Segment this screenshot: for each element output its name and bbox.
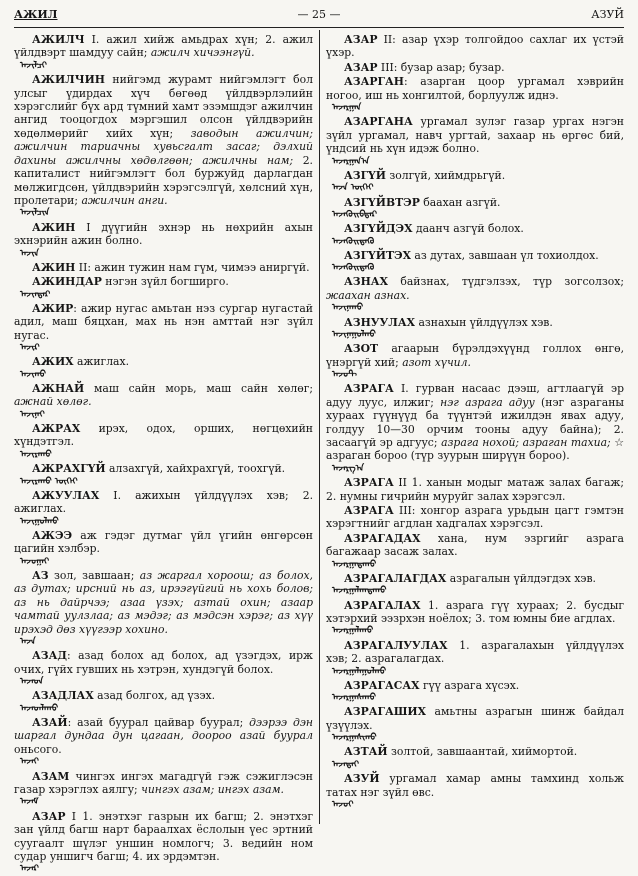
headword: АЗНАХ <box>344 275 388 289</box>
example-text: дээрээ дэн шаргал дундаа дун цагаан, доороо азай буурал <box>14 716 313 743</box>
headword: АЗАДЛАХ <box>32 689 94 703</box>
right-column <box>326 33 624 833</box>
definition-text: байзнах, түдгэлзэх, түр зогсолзох; <box>387 275 624 289</box>
definition-text: 2. капиталист нийгэмлэгт бол буржуйд дарлагдан мөлжигдсөн, үйлдвэрийн хэрэгсэлгүй, хөлсний хүн, пролетари; <box>14 153 313 208</box>
definition-text: : азай буурал цайвар буурал; <box>67 716 250 730</box>
mongolian-script-gloss: ᠠᠵᠠᠷᠭᠠᠯᠠᠭᠤᠯᠬᠤ <box>332 666 387 677</box>
headword: АЖНАЙ <box>32 381 85 395</box>
definition-text: I дүүгийн эхнэр нь нөхрийн ахын эхнэрийн ажин болно. <box>14 220 313 248</box>
definition-text: ирэх, одох, орших, нөгцөхийн хүндэтгэл. <box>14 422 313 449</box>
definition-text: нийгэмд журамт нийгэмлэгт бол улсыг үдирдах хүч бөгөөд үйлдвэрлэлийн хэрэгслийг бүх ард түмний хамт эзэмшдэг ажилчин ангид тооцогдох мэргэшил олсон үйлдвэрийн хөдөлмөрийг хийх хүн; <box>14 73 313 140</box>
dictionary-entry <box>14 261 313 274</box>
headword: АЗРАГАЛАХ <box>344 598 421 612</box>
definition-text: золтой, завшаантай, хиймортой. <box>387 745 578 759</box>
definition-text: алзахгүй, хайхрахгүй, тоохгүй. <box>105 462 286 476</box>
header-left-guideword: АЖИЛ <box>14 8 58 21</box>
dictionary-entry <box>326 61 624 74</box>
definition-text: ажиглах. <box>73 355 130 369</box>
headword: АЗТАЙ <box>344 745 388 759</box>
dictionary-entry <box>326 316 624 329</box>
headword: АЗГҮЙДЭХ <box>344 222 413 236</box>
definition-text: I. ажихын үйлдүүлэх хэв; 2. ажиглах. <box>14 488 313 516</box>
example-text: ажилчин анги. <box>81 194 168 208</box>
definition-text: (нэг азраганы хураах гүүнүүд ба түүнтэй ижилдэн явах адуу, голдуу 10—30 орчим тооны адуу байна); 2. засаагүй эр адгуус; <box>326 395 624 450</box>
dictionary-entry <box>14 462 313 475</box>
dictionary-entry <box>326 115 624 155</box>
mongolian-script-gloss: ᠠᠵᠠ <box>20 637 36 648</box>
dictionary-entry <box>14 221 313 248</box>
example-text: ажилч хичээнгүй. <box>150 46 255 60</box>
mongolian-script-gloss: ᠠᠵᠢᠷᠠᠬᠤ ᠦᠭᠡᠢ <box>20 476 78 487</box>
left-column <box>14 33 313 875</box>
headword: АЗАЙ <box>32 716 68 730</box>
headword: АЗГҮЙ <box>344 168 386 182</box>
definition-text: ургамал хамар амны тамхинд хольж татах нэг зүйл өвс. <box>326 772 624 799</box>
dictionary-entry <box>326 599 624 626</box>
headword: АЗАД <box>32 649 67 663</box>
headword: АЗРАГА <box>344 476 394 490</box>
mongolian-script-gloss: ᠠᠵᠢᠨᠠᠬᠤ <box>332 303 364 314</box>
headword: АЖИХ <box>32 355 74 369</box>
headword: АЗРАГАЛАГДАХ <box>344 571 447 585</box>
headword: АЗРАГАЛУУЛАХ <box>344 638 448 652</box>
definition-text: агаарын бүрэлдэхүүнд голлох өнгө, үнэргүй хий; <box>326 342 624 369</box>
definition-text: I 1. энэтхэг газрын их багш; 2. энэтхэг зан үйлд багш нарт бараалхах ёслолын үес эртний суугаалт шүлэг уншин номлогч; 3. ведийн ном судар уншигч багш; 4. их эрдэмтэн. <box>14 809 313 863</box>
definition-text: III: хонгор азрага урьдын цагт гэмтэн хэрэгтнийг агдлан хадгалах хэрэгсэл. <box>326 503 624 531</box>
mongolian-script-gloss: ᠠᠵᠠᠳ <box>20 677 44 688</box>
headword: АЖИЛЧ <box>32 33 85 46</box>
example-text: нэг азрага адуу <box>440 395 535 409</box>
headword: АЖИН <box>32 260 76 274</box>
example-text: азот хүчил. <box>402 355 471 369</box>
mongolian-script-gloss: ᠠᠵᠠᠷᠭᠠᠳᠠᠬᠤ <box>332 559 377 570</box>
header-right-guideword: АЗУЙ <box>591 8 624 21</box>
mongolian-script-gloss: ᠠᠵᠠᠷᠭᠠᠰᠢᠬᠤ <box>332 733 377 744</box>
dictionary-entry <box>326 222 624 235</box>
headword: АЗРАГАШИХ <box>344 705 427 719</box>
headword: АЗРАГА <box>344 382 394 396</box>
mongolian-script-gloss: ᠠᠵᠢᠭᠤᠯᠬᠤ <box>20 516 59 527</box>
dictionary-entry <box>14 73 313 207</box>
mongolian-script-gloss: ᠠᠵᠠᠳᠯᠠᠬᠤ <box>20 703 59 714</box>
dictionary-entry <box>326 249 624 262</box>
dictionary-entry <box>326 532 624 559</box>
definition-text: ургамал зулэг газар ургах нэгэн зүйл ургамал, навч ургтай, захаар нь өргөс бий, үндсий нь хүн идэж болно. <box>326 115 624 156</box>
mongolian-script-gloss: ᠠᠵᠢᠨᠠᠢ <box>20 409 45 420</box>
definition-text: 1. азрагалахын үйлдүүлэх хэв; 2. азрагалагдах. <box>326 638 624 666</box>
dictionary-entry <box>14 529 313 556</box>
definition-text: аз дутах, завшаан үл тохиолдох. <box>410 248 599 262</box>
example-text: азрага нохой; азраган тахиа; <box>441 436 611 450</box>
mongolian-script-gloss: ᠠᠵᠤᠭᠠᠢ <box>20 556 50 567</box>
definition-text: II 1. ханын модыг матаж залах багаж; 2. нумны гичрийн муруйг залах хэрэгсэл. <box>326 476 624 503</box>
headword: АЖИР <box>32 301 74 315</box>
mongolian-script-gloss: ᠠᠵᠢᠨᠳᠠᠷ <box>20 289 51 300</box>
definition-text: II: азар үхэр толгойдоо сахлаг их үстэй үхэр. <box>326 33 624 60</box>
mongolian-script-gloss: ᠠᠵᠠᠭᠦᠢᠲᠡᠬᠦ <box>332 263 375 274</box>
headword: АЗНУУЛАХ <box>344 315 416 329</box>
dictionary-entry <box>326 33 624 60</box>
headword: АЗОТ <box>344 342 379 356</box>
example-text: чингэх азам; ингэх азам. <box>141 782 284 796</box>
dictionary-entry <box>326 342 624 369</box>
headword: АЗАРГАН <box>344 75 404 89</box>
definition-text: маш сайн морь, маш сайн хөлөг; <box>84 381 313 395</box>
headword: АЗРАГА <box>344 503 394 517</box>
headword: АЗАР <box>344 33 378 46</box>
mongolian-script-gloss: ᠠᠵᠢᠷ <box>20 343 40 354</box>
mongolian-script-gloss: ᠠᠵᠠᠢ <box>20 757 39 768</box>
dictionary-entry <box>326 382 624 463</box>
dictionary-entry <box>326 275 624 302</box>
mongolian-script-gloss: ᠠᠵᠠᠮ <box>20 797 39 808</box>
dictionary-entry <box>326 504 624 531</box>
dictionary-entry <box>14 275 313 288</box>
dictionary-entry <box>14 770 313 797</box>
headword: АЗ <box>32 568 49 582</box>
dictionary-entry <box>326 75 624 102</box>
headword: АЖИНДАР <box>32 275 102 289</box>
dictionary-entry <box>326 705 624 732</box>
definition-text: III: бузар азар; бузар. <box>377 60 505 74</box>
mongolian-script-gloss: ᠠᠵᠠᠷᠭᠠᠯᠠᠬᠤ <box>332 626 374 637</box>
dictionary-entry <box>14 716 313 756</box>
definition-text: баахан азгүй. <box>419 195 501 209</box>
mongolian-script-gloss: ᠠᠵᠢᠨ <box>20 248 39 259</box>
definition-text: I. гурван насаас дээш, агтлаагүй эр адуу луус, илжиг; <box>326 382 624 409</box>
dictionary-entry <box>326 196 624 209</box>
dictionary-entry <box>326 745 624 758</box>
dictionary-entry <box>326 772 624 799</box>
definition-text: : ажир нугас амьтан нэз сургар нугастай адил, маш бяцхан, мах нь нэн амттай нэг зүйл нугас. <box>14 301 313 342</box>
dictionary-entry <box>14 569 313 636</box>
mongolian-script-gloss: ᠠᠵᠣᠲ <box>332 370 357 381</box>
mongolian-script-gloss: ᠠᠵᠠᠲᠠᠢ <box>332 759 359 770</box>
dictionary-entry <box>14 382 313 409</box>
headword: АЖЭЭ <box>32 528 73 542</box>
definition-text: 1. азрага гүү хураах; 2. бусдыг хэтэрхий ээзрхэн ноёлох; 3. том юмны бие агдлах. <box>326 598 624 625</box>
column-divider <box>319 30 320 824</box>
example-text: заводын ажилчин; ажилчин тариачны хувьсгалт засаг; дэлхий дахины ажилчны хөдөлгөөн; ажилчны нам; <box>14 126 313 167</box>
dictionary-entry <box>14 649 313 676</box>
dictionary-entry <box>326 572 624 585</box>
definition-text: : азарган цоор ургамал хэврийн ногоо, иш нь хонгилтой, борлуулж иднэ. <box>326 75 624 102</box>
mongolian-script-gloss: ᠠᠵᠢᠯᠴᠢᠨ <box>20 208 50 219</box>
header-rule <box>14 27 624 28</box>
definition-text: зол, завшаан; <box>48 568 140 582</box>
mongolian-script-gloss: ᠠᠵᠠᠷᠭᠠᠨ <box>332 103 362 114</box>
definition-text: даанч азгүй болох. <box>412 222 524 236</box>
mongolian-script-gloss: ᠠᠵᠢᠷᠠᠬᠤ <box>20 449 52 460</box>
example-text: жаахан азнах. <box>326 288 410 302</box>
page-header <box>14 8 624 24</box>
mongolian-script-gloss: ᠠᠵᠠᠷᠭᠠᠯᠠᠭᠳᠠᠬᠤ <box>332 586 387 597</box>
dictionary-entry <box>326 679 624 692</box>
dictionary-entry <box>14 422 313 449</box>
definition-text: амьтны азрагын шинж байдал үзүүлэх. <box>326 705 624 732</box>
mongolian-script-gloss: ᠠᠵᠠᠷᠭ᠎ᠠ <box>332 463 365 474</box>
headword: АЗГҮЙВТЭР <box>344 195 420 209</box>
definition-text: азрагалын үйлдэгдэх хэв. <box>446 571 596 585</box>
definition-text: азад болгох, ад үзэх. <box>93 689 216 703</box>
headword: АЖУУЛАХ <box>32 488 100 502</box>
headword: АЗРАГАДАХ <box>344 531 421 545</box>
headword: АЗАР <box>344 60 378 74</box>
mongolian-script-gloss: ᠠᠵᠠᠭᠦᠢᠪᠲᠡᠷ <box>332 209 378 220</box>
mongolian-script-gloss: ᠠᠵᠢᠨᠠᠭᠤᠯᠬᠤ <box>332 329 376 340</box>
dictionary-entry <box>14 33 313 60</box>
headword: АЖРАХ <box>32 422 81 436</box>
mongolian-script-gloss: ᠠᠵᠢᠯᠴᠢ <box>20 60 47 71</box>
dictionary-entry <box>14 810 313 864</box>
mongolian-script-gloss: ᠠᠵᠠᠷ <box>20 864 39 875</box>
definition-text: аж гэдэг дутмаг үйл үгийн өнгөрсөн цагийн хэлбэр. <box>14 528 313 556</box>
headword: АЗРАГАСАХ <box>344 678 420 692</box>
example-text: аз жаргал хороош; аз болох, аз дутах; ирсний нь аз, ирээгүйгий нь хохь болов; аз нь дайрчээ; азаа үзэх; азтай охин; азаар чамтай уулзлаа; аз мэдэг; аз мэдсэн хэрэг; аз хүү ирэхэд дөз хүүгээр хохино. <box>14 568 313 636</box>
dictionary-entry <box>14 689 313 702</box>
mongolian-script-gloss: ᠠᠵᠤᠢ <box>332 799 354 810</box>
definition-text: нэгэн зүйл богширго. <box>101 275 229 289</box>
dictionary-entry <box>14 355 313 368</box>
dictionary-entry <box>326 476 624 503</box>
dictionary-entry <box>326 169 624 182</box>
definition-text: II: ажин тужин нам гүм, чимээ аниргүй. <box>75 260 310 274</box>
definition-text: хана, нум эзргийг азрага багажаар засаж залах. <box>326 531 624 559</box>
headword: АЖИН <box>32 220 76 234</box>
mongolian-script-gloss: ᠠᠵᠠᠷᠭᠠᠨ᠎ᠠ <box>332 156 370 167</box>
headword: АЖРАХГҮЙ <box>32 462 106 476</box>
definition-text: азнахын үйлдүүлэх хэв. <box>415 315 553 329</box>
definition-text: I. ажил хийж амьдрах хүн; 2. ажил үйлдвэрт шамдуу сайн; <box>14 33 313 60</box>
mongolian-script-gloss: ᠠᠵᠠᠷᠭᠠᠰᠠᠬᠤ <box>332 693 376 704</box>
definition-text: золгүй, хиймдрьгүй. <box>385 168 506 182</box>
definition-text: : азад болох ад болох, ад үзэгдэх, ирж очих, гүйх гувших нь хэтрэн, хундэгүй болох. <box>14 649 313 676</box>
dictionary-entry <box>14 489 313 516</box>
headword: АЗАР <box>32 809 66 823</box>
example-text: ажнай хөлөг. <box>14 395 92 409</box>
headword: АЗГҮЙТЭХ <box>344 248 411 262</box>
headword: АЗУЙ <box>344 772 380 786</box>
headword: АЗАРГАНА <box>344 115 413 129</box>
definition-text: оньсого. <box>14 742 62 756</box>
idiom-text: ☆ азраган бороо (түр зуурын ширүүн бороо). <box>326 436 624 463</box>
dictionary-entry <box>14 302 313 342</box>
page-number: — 25 — <box>297 8 341 21</box>
headword: АЗАМ <box>32 769 70 783</box>
definition-text: чингэх ингэх магадгүй гэж сэжиглэсэн газар хэрэглэх аялгу; <box>14 769 313 796</box>
definition-text: гүү азрага хүсэх. <box>419 678 520 692</box>
mongolian-script-gloss: ᠠᠵᠠᠭᠦᠢᠳᠡᠬᠦ <box>332 236 375 247</box>
dictionary-entry <box>326 639 624 666</box>
headword: АЖИЛЧИН <box>32 73 105 87</box>
mongolian-script-gloss: ᠠᠵᠢᠬᠤ <box>20 369 46 380</box>
mongolian-script-gloss: ᠠᠵᠠ ᠦᠭᠡᠢ <box>332 183 374 194</box>
